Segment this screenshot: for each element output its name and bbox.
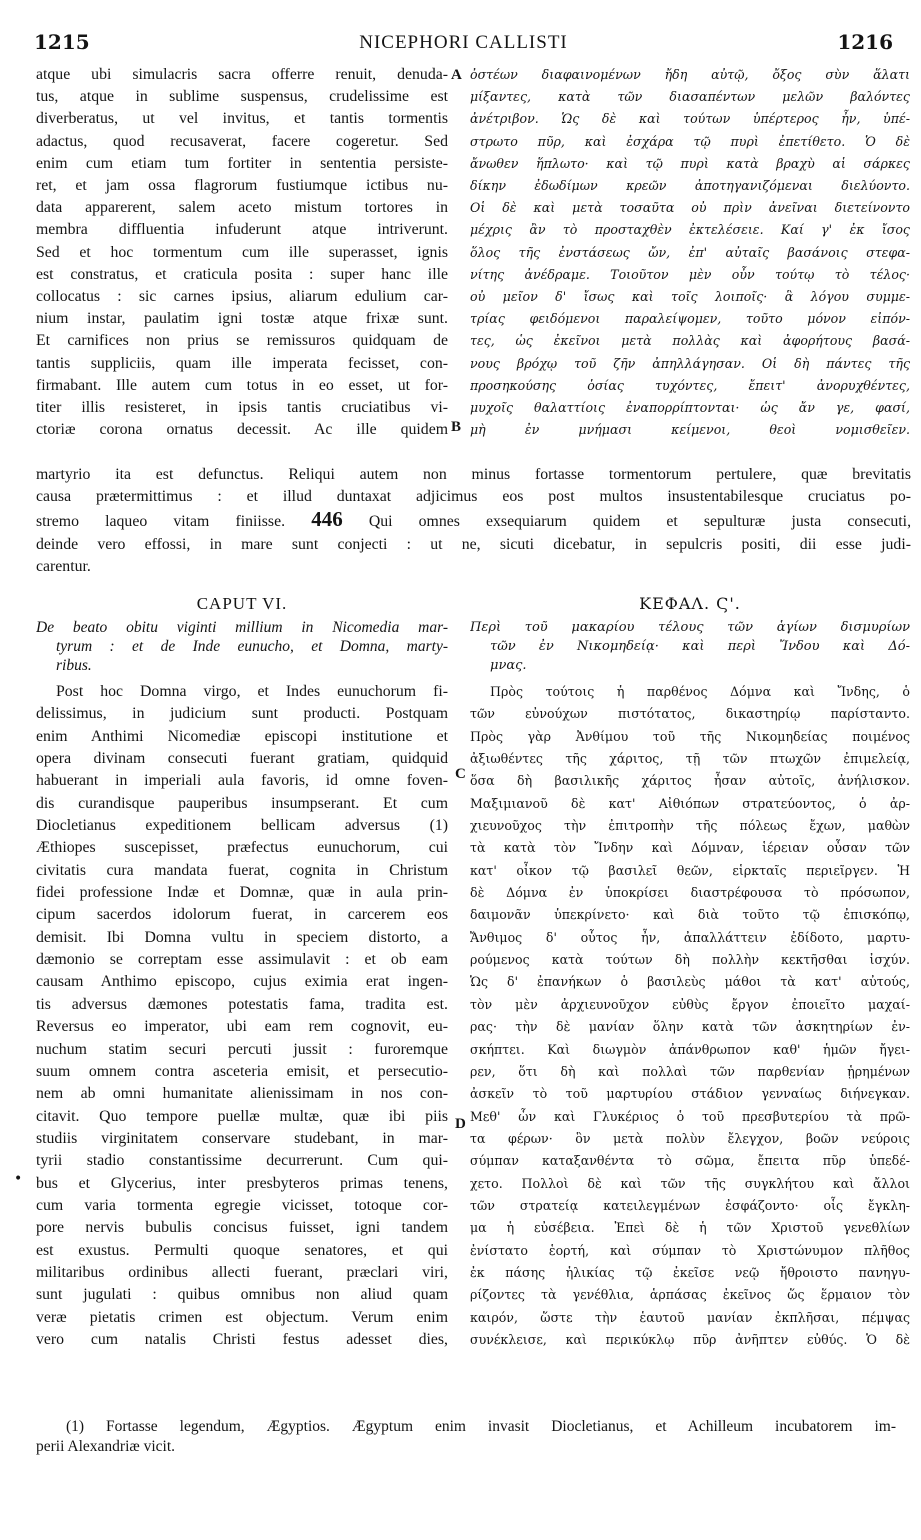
text-line: ὅσα δὴ βασιλικῆς χάριτος ἦσαν αὐτοῖς, ἀνήλισκον. <box>470 773 910 789</box>
chapter-summary-greek <box>470 618 910 675</box>
text-line: ἄνωθεν ἥπλωτο· καὶ τῷ πυρὶ κατὰ βραχὺ αἱ σάρκες <box>470 155 910 171</box>
text-line: μέχρις ἂν τὸ προσταχθὲν ἐκτελέσειε. Καί γ' ἐκ ἴσος <box>470 222 910 238</box>
text-line: firmabant. Ille autem cum totus in eo esset, ut for- <box>36 376 448 394</box>
text-line: ctoriæ corona ornatus decessit. Ac ille quidem <box>36 421 448 439</box>
text-line: ὀστέων διαφαινομένων ἤδη αὐτῷ, ὄξος σὺν ἅλατι <box>470 67 910 82</box>
greek-column-top <box>470 64 910 441</box>
text-line: sunt jugulati : quibus omnibus non aliud quam <box>36 1286 448 1304</box>
text-line: προσηκούσης ὁσίας τυχόντες, ἔπειτ' ἀνορυχθέντες, <box>470 377 910 393</box>
text-line: σκήπτει. Καὶ διωγμὸν ἀπάνθρωπον καθ' ἡμῶν ἤγει- <box>470 1041 910 1057</box>
text-segment: stremo laqueo vitam finiisse. <box>36 513 286 531</box>
text-line: μὴ ἐν μνήμασι κείμενοι, θεοὶ νομισθεῖεν. <box>470 422 910 438</box>
footnote-line: (1) Fortasse legendum, Ægyptios. Ægyptum enim invasit Diocletianus, et Achilleum incubatorem im- <box>66 1418 896 1435</box>
text-line: νίτης ἀνέδραμε. Τοιοῦτον μὲν οὖν τούτῳ τὸ τέλος· <box>470 266 910 282</box>
text-line: tyrii stadio constantissime decurrerunt. Cum qui- <box>36 1152 448 1170</box>
text-line: ἀσκεῖν τὸ τοῦ μαρτυρίου στάδιον γενναίως διήνεγκαν. <box>470 1086 910 1102</box>
text-line: ἐκ πάσης ἡλικίας τῷ ἐκεῖσε νεῷ ἤθροιστο πανηγυ- <box>470 1264 910 1280</box>
text-line: cipum sacerdos idolorum fuerat, in carcerem eos <box>36 906 448 924</box>
text-line: suum omnem contra asceteria emisit, et persecutio- <box>36 1062 448 1080</box>
text-line: στρωτο πῦρ, καὶ ἐσχάρα τῷ πυρὶ ἐπετίθετο. Ὁ δὲ <box>470 133 910 149</box>
chapter-heading-greek: ΚΕΦΑΛ. Ϛ'. <box>639 594 741 613</box>
text-line: enim cum etiam tum fortiter in sententia persiste- <box>36 154 448 172</box>
text-line: cum varia tormenta egregie vicisset, totoque cor- <box>36 1196 448 1214</box>
text-line: citavit. Quo tempore puellæ multæ, quæ ibi piis <box>36 1107 448 1125</box>
text-line: nuchum statim securi percuti jussit : furoremque <box>36 1040 448 1058</box>
text-line: ρεν, ὅτι δὴ καὶ πολλαὶ τῶν παρθενίαν ᾑρημένων <box>470 1063 910 1079</box>
text-line: Περὶ τοῦ μακαρίου τέλους τῶν ἁγίων δισμυρίων <box>470 620 910 635</box>
text-line: Reversus eo imperator, ubi eam rem cognovit, eu- <box>36 1018 448 1036</box>
text-line: τῶν στρατείᾳ κατειλεγμένων ἐσφάζοντο· οἷς ἔγκλη- <box>470 1197 910 1213</box>
text-line: dis curandisque pauperibus insumpserant. Et cum <box>36 794 448 812</box>
page-header <box>34 30 893 56</box>
text-segment: Qui omnes exsequiarum quidem et sepulturæ justa consecuti, <box>368 513 911 531</box>
text-line: ρίζοντες τὰ γενέθλια, ἁρπάσας ἐκεῖνος ὥς ἕρμαιον τὸν <box>470 1287 910 1303</box>
text-line: fidei professione Indæ et Domnæ, quæ in aula prin- <box>36 884 448 902</box>
page-number-right: 1216 <box>837 30 893 54</box>
text-line: Ἄνθιμος δ' οὗτος ἦν, ἀπαλλάττειν ἐδίδοτο, μαρτυ- <box>470 929 910 945</box>
text-line: ὅλος τῆς ἐνστάσεως ὤν, ἐπ' αὐταῖς βασάνοις στεφα- <box>470 244 910 260</box>
page-number-left: 1215 <box>34 30 90 54</box>
text-line: τὰ κατὰ τὸν Ἴνδην καὶ Δόμναν, ἱέρειαν οὖσαν τῶν <box>470 840 910 856</box>
text-line: titer illis resisteret, in ipsis tantis cruciatibus vi- <box>36 399 448 417</box>
text-line: habuerant in imperiali aula favoris, id omne foven- <box>36 772 448 790</box>
text-line: collocatus : sic carnes ipsius, aliarum edulium car- <box>36 288 448 306</box>
text-line: Post hoc Domna virgo, et Indes eunuchorum fi- <box>56 683 448 700</box>
text-line: χετο. Πολλοὶ δὲ καὶ τῶν τῆς συγκλήτου καὶ ἄλλοι <box>470 1175 910 1191</box>
footnote-line: perii Alexandriæ vicit. <box>36 1438 176 1455</box>
text-line: ρας· τὴν δὲ μανίαν ὅλην κατὰ τῶν ἀσκητηρίων ἐν- <box>470 1019 910 1035</box>
text-line: martyrio ita est defunctus. Reliqui autem non minus fortasse tormentorum pertulere, quæ brevitatis <box>36 466 911 483</box>
text-line: σύμπαν καταξανθέντα τὸ σῶμα, ἔπειτα πῦρ ὑπεδέ- <box>470 1153 910 1169</box>
margin-letter-a: A <box>451 67 462 83</box>
text-line: μνας. <box>490 658 527 673</box>
text-line: militaribus ordinibus allecti fuerant, præclari viri, <box>36 1263 448 1281</box>
text-line: dæmonio se correptam esse assimulavit : et ob eam <box>36 951 448 969</box>
text-line: τῶν ἐν Νικομηδείᾳ· καὶ περὶ Ἴνδου καὶ Δό- <box>490 639 910 654</box>
text-line: ρούμενος κατὰ τούτων δὴ πολλὴν κεκτῆσθαι ἰσχύν. <box>470 952 910 968</box>
text-line: deinde vero effossi, in mare sunt conjecti : ut ne, sicuti dicebatur, in sepulcris positi, dii esse judi- <box>36 535 911 553</box>
text-line: Μαξιμιανοῦ δὲ κατ' Αἰθιόπων στρατεύοντος, ὁ ἀρ- <box>470 795 910 811</box>
text-line: Ὡς δ' ἐπανήκων ὁ βασιλεὺς μάθοι τὰ κατ' αὐτούς, <box>470 974 910 990</box>
text-line: ἀξιωθέντες τῆς χάριτος, τῇ τῶν πτωχῶν ἐπιμελείᾳ, <box>470 751 910 767</box>
text-line: Πρὸς τούτοις ἡ παρθένος Δόμνα καὶ Ἴνδης, ὁ <box>490 684 910 699</box>
text-line: τῶν εὐνούχων πιστότατος, δικαστηρίῳ παρίσταντο. <box>470 706 910 722</box>
text-line: κατ' οἶκον τῷ βασιλεῖ θεῶν, εἱρκταῖς περιεῖργεν. Ἡ <box>470 862 910 878</box>
text-line: data apparerent, salem aceto mistum tortores in <box>36 199 448 217</box>
text-line: δὲ Δόμνα ἐν ὑποκρίσει διαστρέφουσα τὸ πρόσωπον, <box>470 885 910 901</box>
text-line: νους βρόχῳ τοῦ ζῆν ἀπηλλάγησαν. Οἱ δὴ πάντες τῆς <box>470 355 910 371</box>
text-line: δαιμονᾶν ὑπεκρίνετο· καὶ διὰ τοῦτο τῷ ἐπισκόπῳ, <box>470 907 910 923</box>
text-line: bus et Glycerius, inter presbyteros primas tenens, <box>36 1174 448 1192</box>
text-line: opera divinam consecuti fuerant gratiam, quidquid <box>36 750 448 768</box>
text-line: nem ab omni humanitate alienissimam in nos con- <box>36 1085 448 1103</box>
text-line: tis adversus dæmones potestatis fama, tradita est. <box>36 995 448 1013</box>
text-line: demisit. Ibi Domna vultu in speciem distorto, a <box>36 928 448 946</box>
text-line: est constratus, et craticula posita : super hanc ille <box>36 265 448 283</box>
text-line: ἐνίστατο ἑορτή, καὶ σύμπαν τὸ Χριστώνυμον πλῆθος <box>470 1242 910 1258</box>
text-line: Πρὸς γὰρ Ἀνθίμου τοῦ τῆς Νικομηδείας ποιμένος <box>470 728 910 744</box>
text-line: Οἱ δὲ καὶ μετὰ τοσαῦτα οὐ πρὶν ἀνεῖναι διετείνοντο <box>470 200 910 216</box>
text-line: carentur. <box>36 557 91 575</box>
text-line: οὐ μεῖον δ' ἴσως καὶ τοῖς λοιποῖς· ἃ λόγου συμμε- <box>470 289 910 305</box>
latin-column-bottom <box>36 681 448 1351</box>
text-line: τὸν μὲν ἀρχιευνοῦχον εὐθὺς ἔργον ἐποιεῖτο μαχαί- <box>470 996 910 1012</box>
text-line: causam Anthimo episcopo, cujus eximia erat ingen- <box>36 973 448 991</box>
text-line: diverberatus, ut vel invitus, et tantis tormentis <box>36 110 448 128</box>
latin-full-width-text <box>36 464 911 578</box>
text-line: De beato obitu viginti millium in Nicomedia mar- <box>36 619 448 636</box>
text-line: pore nervis bubulis concisus fuisset, igni tandem <box>36 1219 448 1237</box>
text-line: Et carnifices non prius se remissuros quidquam de <box>36 332 448 350</box>
text-line: Μεθ' ὧν καὶ Γλυκέριος ὁ τοῦ πρεσβυτερίου τὰ πρῶ- <box>470 1108 910 1124</box>
text-line: veræ pietatis crimen est objectum. Verum enim <box>36 1308 448 1326</box>
chapter-summary-latin <box>36 618 448 675</box>
running-title: NICEPHORI CALLISTI <box>359 32 568 53</box>
text-line: τα φέρων· ὃν μετὰ πολὺν ἔλεγχον, βοῶν νεύροις <box>470 1130 910 1146</box>
text-line: studiis virginitatem conservare studebant, in mar- <box>36 1129 448 1147</box>
text-line: μυχοῖς θαλαττίοις ἐναπορρίπτονται· ὡς ἄν γε, φασί, <box>470 400 910 416</box>
greek-column-bottom <box>470 681 910 1351</box>
text-line: Æthiopes suscepisset, præfectus eunuchorum, cui <box>36 839 448 857</box>
margin-letter-b: B <box>451 419 462 435</box>
text-line: καιρόν, ὥστε τὴν ἑαυτοῦ μανίαν ἐκπλῆσαι, πέμψας <box>470 1309 910 1325</box>
text-line: τες, ὡς ἐκεῖνοι μετὰ πολλὰς καὶ ἀφορήτους βασά- <box>470 333 910 349</box>
text-line: membra diffluentia infuderunt atque intriverunt. <box>36 221 448 239</box>
text-line: Sed et hoc tormentum cum ille superasset, ignis <box>36 243 448 261</box>
text-line: tantis suppliciis, quam ille imperata fecisset, con- <box>36 354 448 372</box>
text-line: Diocletianus expeditionem bellicam adversus (1) <box>36 817 448 835</box>
text-line: enim Anthimi Nicomediæ episcopi institutione et <box>36 727 448 745</box>
text-line: χιευνοῦχος τὴν ἐπιτροπὴν τῆς πόλεως ἔχων, μαθὼν <box>470 818 910 834</box>
footnote <box>36 1417 896 1457</box>
margin-letter-c: C <box>455 766 466 782</box>
text-line: δίκην ἐδωδίμων κρεῶν ἀποτηγανιζόμεναι διελύοντο. <box>470 178 910 194</box>
text-line: μίξαντες, κατὰ τῶν διασαπέντων μελῶν βαλόντες <box>470 89 910 105</box>
text-line: μα ἡ εὐσέβεια. Ἐπεὶ δὲ ἡ τῶν Χριστοῦ γενεθλίων <box>470 1220 910 1236</box>
text-line: nium instar, paulatim igni tostæ atque frixæ sunt. <box>36 310 448 328</box>
column-number: 446 <box>311 508 343 532</box>
latin-column-top <box>36 64 448 441</box>
text-line: civitatis cura mandata fuerat, cognita in Christum <box>36 861 448 879</box>
text-line: atque ubi simulacris sacra offerre renuit, denuda- <box>36 66 448 83</box>
text-line <box>36 508 911 533</box>
text-line: delissimus, in judicium sunt producti. Postquam <box>36 705 448 723</box>
chapter-heading-latin: CAPUT VI. <box>196 594 288 613</box>
text-line: adactus, quod recusaverat, facere cogeretur. Sed <box>36 132 448 150</box>
text-line: ἀνέτριβον. Ὡς δὲ καὶ τούτων ὑπέρτερος ἦν, ὑπέ- <box>470 111 910 127</box>
text-line: τρίας φειδόμενοι παραλείψομεν, τοῦτο μόνον εἰπόν- <box>470 311 910 327</box>
text-line: tus, atque in sublime suspensus, crudelissime est <box>36 88 448 106</box>
text-line: causa prætermittimus : et illud duntaxat adjicimus eos post multos insustentabilesque cruciatus po- <box>36 488 911 506</box>
text-line: ret, et jam ossa flagrorum fustiumque ictibus nu- <box>36 177 448 195</box>
text-line: ribus. <box>56 657 92 674</box>
text-line: tyrum : et de Inde eunucho, et Domna, marty- <box>56 638 448 655</box>
margin-dot: • <box>14 1171 23 1187</box>
margin-letter-d: D <box>455 1116 466 1132</box>
text-line: vero cum natalis Christi festus adesset dies, <box>36 1330 448 1348</box>
text-line: est exustus. Permulti quoque senatores, et qui <box>36 1241 448 1259</box>
text-line: συνέκλεισε, καὶ περικύκλῳ πῦρ ἀνῆπτεν εὐθύς. Ὁ δὲ <box>470 1331 910 1347</box>
